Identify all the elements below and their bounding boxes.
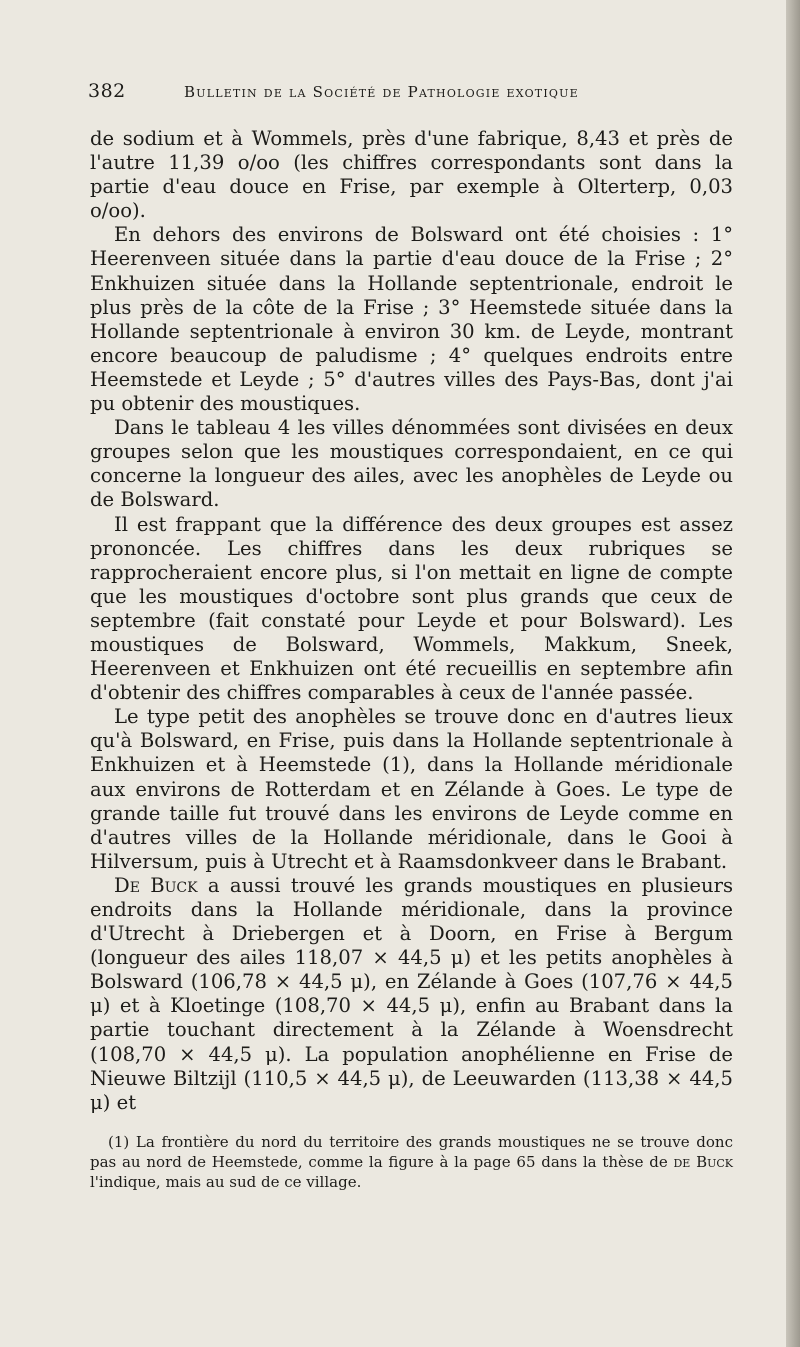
running-title: Bulletin de la Société de Pathologie exotique — [184, 83, 579, 101]
paragraph-1: de sodium et à Wommels, près d'une fabrique, 8,43 et près de l'autre 11,39 o/oo (les chiffres correspondants sont dans la partie d'eau douce en Frise, par exemple à Olterterp, 0,03 o/oo). — [90, 127, 733, 223]
paragraph-6-text: a aussi trouvé les grands moustiques en plusieurs endroits dans la Hollande méridionale, dans la province d'Utrecht à Driebergen et à Doorn, en Frise à Bergum (longueur des ailes 118,07 × 44,5 μ) et les petits anophèles à Bolsward (106,78 × 44,5 μ), en Zélande à Goes (107,76 × 44,5 μ) et à Kloetinge (108,70 × 44,5 μ), enfin au Brabant dans la partie touchant directement à la Zélande à Woensdrecht (108,70 × 44,5 μ). La population anophélienne en Frise de Nieuwe Biltzijl (110,5 × 44,5 μ), de Leeuwarden (113,38 × 44,5 μ) et — [90, 873, 734, 1114]
paragraph-5: Le type petit des anophèles se trouve donc en d'autres lieux qu'à Bolsward, en Frise, puis dans la Hollande septentrionale à Enkhuizen et à Heemstede (1), dans la Hollande méridionale aux environs de Rotterdam et en Zélande à Goes. Le type de grande taille fut trouvé dans les environs de Leyde comme en d'autres villes de la Hollande méridionale, dans le Gooi à Hilversum, puis à Utrecht et à Raamsdonkveer dans le Brabant. — [90, 705, 733, 873]
page-edge — [786, 0, 800, 1347]
body-text — [90, 127, 733, 1115]
footnote-1-author: de Buck — [673, 1153, 734, 1171]
footnote-1 — [90, 1132, 733, 1192]
paragraph-2: En dehors des environs de Bolsward ont été choisies : 1° Heerenveen située dans la partie d'eau douce de la Frise ; 2° Enkhuizen située dans la Hollande septentrionale, endroit le plus près de la côte de la Frise ; 3° Heemstede située dans la Hollande septentrionale à environ 30 km. de Leyde, montrant encore beaucoup de paludisme ; 4° quelques endroits entre Heemstede et Leyde ; 5° d'autres villes des Pays-Bas, dont j'ai pu obtenir des moustiques. — [90, 223, 733, 416]
author-name: De Buck — [114, 873, 198, 897]
footnotes — [90, 1132, 733, 1192]
page-number: 382 — [88, 80, 126, 102]
paragraph-3: Dans le tableau 4 les villes dénommées sont divisées en deux groupes selon que les moustiques correspondaient, en ce qui concerne la longueur des ailes, avec les anophèles de Leyde ou de Bolsward. — [90, 416, 733, 512]
footnote-1-text-before: (1) La frontière du nord du territoire des grands moustiques ne se trouve donc pas au nord de Heemstede, comme la figure à la page 65 dans la thèse de — [90, 1133, 733, 1171]
paragraph-6 — [90, 874, 733, 1115]
footnote-1-text-after: l'indique, mais au sud de ce village. — [90, 1173, 362, 1191]
page-header — [88, 80, 738, 110]
paragraph-4: Il est frappant que la différence des deux groupes est assez prononcée. Les chiffres dans les deux rubriques se rapprocheraient encore plus, si l'on mettait en ligne de compte que les moustiques d'octobre sont plus grands que ceux de septembre (fait constaté pour Leyde et pour Bolsward). Les moustiques de Bolsward, Wommels, Makkum, Sneek, Heerenveen et Enkhuizen ont été recueillis en septembre afin d'obtenir des chiffres comparables à ceux de l'année passée. — [90, 512, 733, 705]
